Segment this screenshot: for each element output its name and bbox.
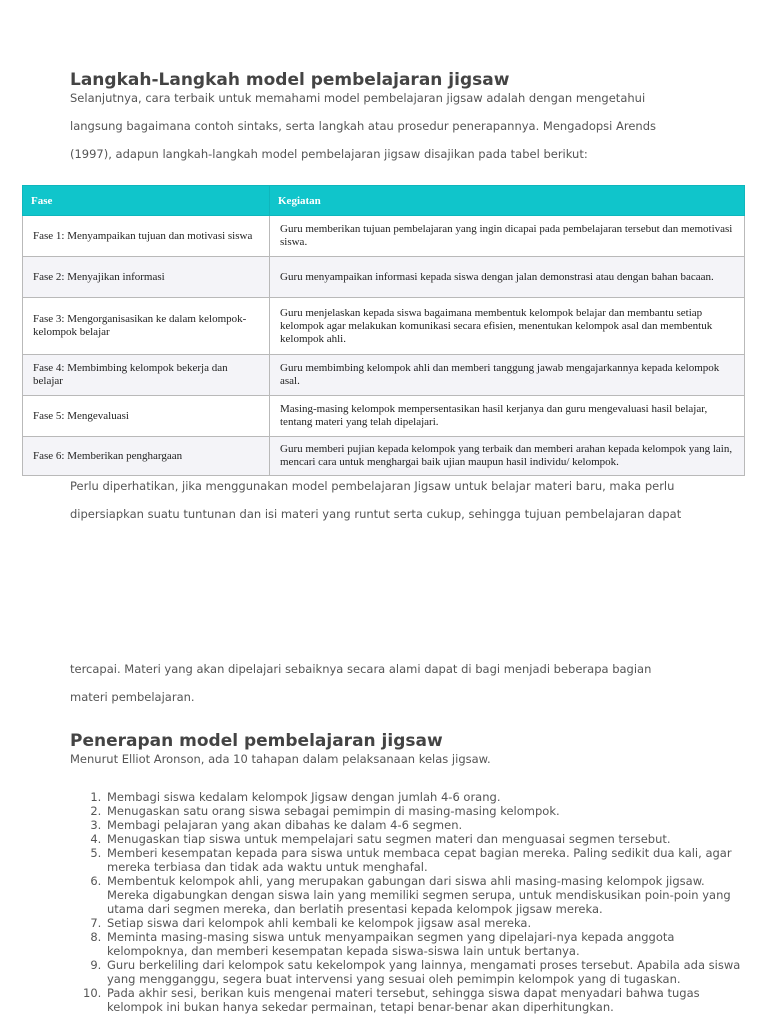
fase-cell: Fase 5: Mengevaluasi: [23, 396, 270, 437]
table-row: [23, 396, 745, 437]
table-container: [0, 0, 768, 480]
kegiatan-cell: Masing-masing kelompok mempersentasikan hasil kerjanya dan guru mengevaluasi hasil belajar, tentang materi yang telah dipelajari.: [270, 396, 745, 437]
fase-cell: Fase 3: Mengorganisasikan ke dalam kelompok-kelompok belajar: [23, 298, 270, 355]
paragraph-line: dipersiapkan suatu tuntunan dan isi materi yang runtut serta cukup, sehingga tujuan pembelajaran dapat: [70, 507, 682, 521]
kegiatan-cell: Guru memberi pujian kepada kelompok yang terbaik dan memberi arahan kepada kelompok yang lain, mencari cara untuk menghargai baik ujian maupun hasil individu/ kelompok.: [270, 437, 745, 476]
kegiatan-cell: Guru menyampaikan informasi kepada siswa dengan jalan demonstrasi atau dengan bahan bacaan.: [270, 257, 745, 298]
section-intro: Menurut Elliot Aronson, ada 10 tahapan dalam pelaksanaan kelas jigsaw.: [70, 752, 491, 766]
table-row: [23, 437, 745, 476]
steps-list: [70, 790, 745, 1014]
section-heading-penerapan: Penerapan model pembelajaran jigsaw: [70, 731, 443, 751]
table-row: [23, 298, 745, 355]
fase-table: [22, 185, 745, 476]
list-item: 10. Pada akhir sesi, berikan kuis mengenai materi tersebut, sehingga siswa dapat menyadari bahwa tugas kelompok ini bukan hanya sekedar permainan, tetapi benar-benar akan diperhitungkan.: [105, 986, 745, 1014]
list-item: 8. Meminta masing-masing siswa untuk menyampaikan segmen yang dipelajari-nya kepada anggota kelompoknya, dan memberi kesempatan kepada siswa-siswa lain untuk bertanya.: [105, 930, 745, 958]
table-row: [23, 355, 745, 396]
list-item: 5. Memberi kesempatan kepada para siswa untuk membaca cepat bagian mereka. Paling sedikit dua kali, agar mereka terbiasa dan tidak ada waktu untuk menghafal.: [105, 846, 745, 874]
kegiatan-cell: Guru menjelaskan kepada siswa bagaimana membentuk kelompok belajar dan membantu setiap kelompok agar melakukan komunikasi secara efisien, menentukan kelompok asal dan membentuk kelompok ahli.: [270, 298, 745, 355]
list-item: 4. Menugaskan tiap siswa untuk mempelajari satu segmen materi dan menguasai segmen tersebut.: [105, 832, 745, 846]
column-header-kegiatan: Kegiatan: [270, 186, 745, 216]
fase-cell: Fase 1: Menyampaikan tujuan dan motivasi siswa: [23, 216, 270, 257]
paragraph-line: tercapai. Materi yang akan dipelajari sebaiknya secara alami dapat di bagi menjadi beberapa bagian: [70, 662, 652, 676]
note-paragraph-top: [70, 472, 710, 528]
note-paragraph-bottom: [70, 655, 710, 711]
list-item: 3. Membagi pelajaran yang akan dibahas ke dalam 4-6 segmen.: [105, 818, 745, 832]
table-row: [23, 257, 745, 298]
fase-cell: Fase 6: Memberikan penghargaan: [23, 437, 270, 476]
kegiatan-cell: Guru memberikan tujuan pembelajaran yang ingin dicapai pada pembelajaran tersebut dan memotivasi siswa.: [270, 216, 745, 257]
list-item: 1. Membagi siswa kedalam kelompok Jigsaw dengan jumlah 4-6 orang.: [105, 790, 745, 804]
fase-cell: Fase 2: Menyajikan informasi: [23, 257, 270, 298]
list-item: 2. Menugaskan satu orang siswa sebagai pemimpin di masing-masing kelompok.: [105, 804, 745, 818]
paragraph-line: Selanjutnya, cara terbaik untuk memahami model pembelajaran jigsaw adalah dengan mengetahui: [70, 91, 646, 105]
paragraph-line: materi pembelajaran.: [70, 690, 195, 704]
paragraph-line: Perlu diperhatikan, jika menggunakan model pembelajaran Jigsaw untuk belajar materi baru, maka perlu: [70, 479, 675, 493]
paragraph-line: langsung bagaimana contoh sintaks, serta langkah atau prosedur penerapannya. Mengadopsi Arends: [70, 119, 657, 133]
list-item: 9. Guru berkeliling dari kelompok satu kekelompok yang lainnya, mengamati proses tersebut. Apabila ada siswa yang mengganggu, segera buat intervensi yang sesuai oleh pemimpin kelompok yang di tugaskan.: [105, 958, 745, 986]
table-row: [23, 216, 745, 257]
column-header-fase: Fase: [23, 186, 270, 216]
section-heading-langkah: Langkah-Langkah model pembelajaran jigsaw: [70, 70, 510, 90]
paragraph-line: (1997), adapun langkah-langkah model pembelajaran jigsaw disajikan pada tabel berikut:: [70, 147, 588, 161]
fase-cell: Fase 4: Membimbing kelompok bekerja dan belajar: [23, 355, 270, 396]
kegiatan-cell: Guru membimbing kelompok ahli dan memberi tanggung jawab mengajarkannya kepada kelompok asal.: [270, 355, 745, 396]
list-item: 7. Setiap siswa dari kelompok ahli kembali ke kelompok jigsaw asal mereka.: [105, 916, 745, 930]
list-item: 6. Membentuk kelompok ahli, yang merupakan gabungan dari siswa ahli masing-masing kelompok jigsaw. Mereka digabungkan dengan siswa lain yang memiliki segmen serupa, untuk mendiskusikan poin-poin yang utama dari segmen mereka, dan berlatih presentasi kepada kelompok jigsaw mereka.: [105, 874, 745, 916]
table-header-row: [23, 186, 745, 216]
